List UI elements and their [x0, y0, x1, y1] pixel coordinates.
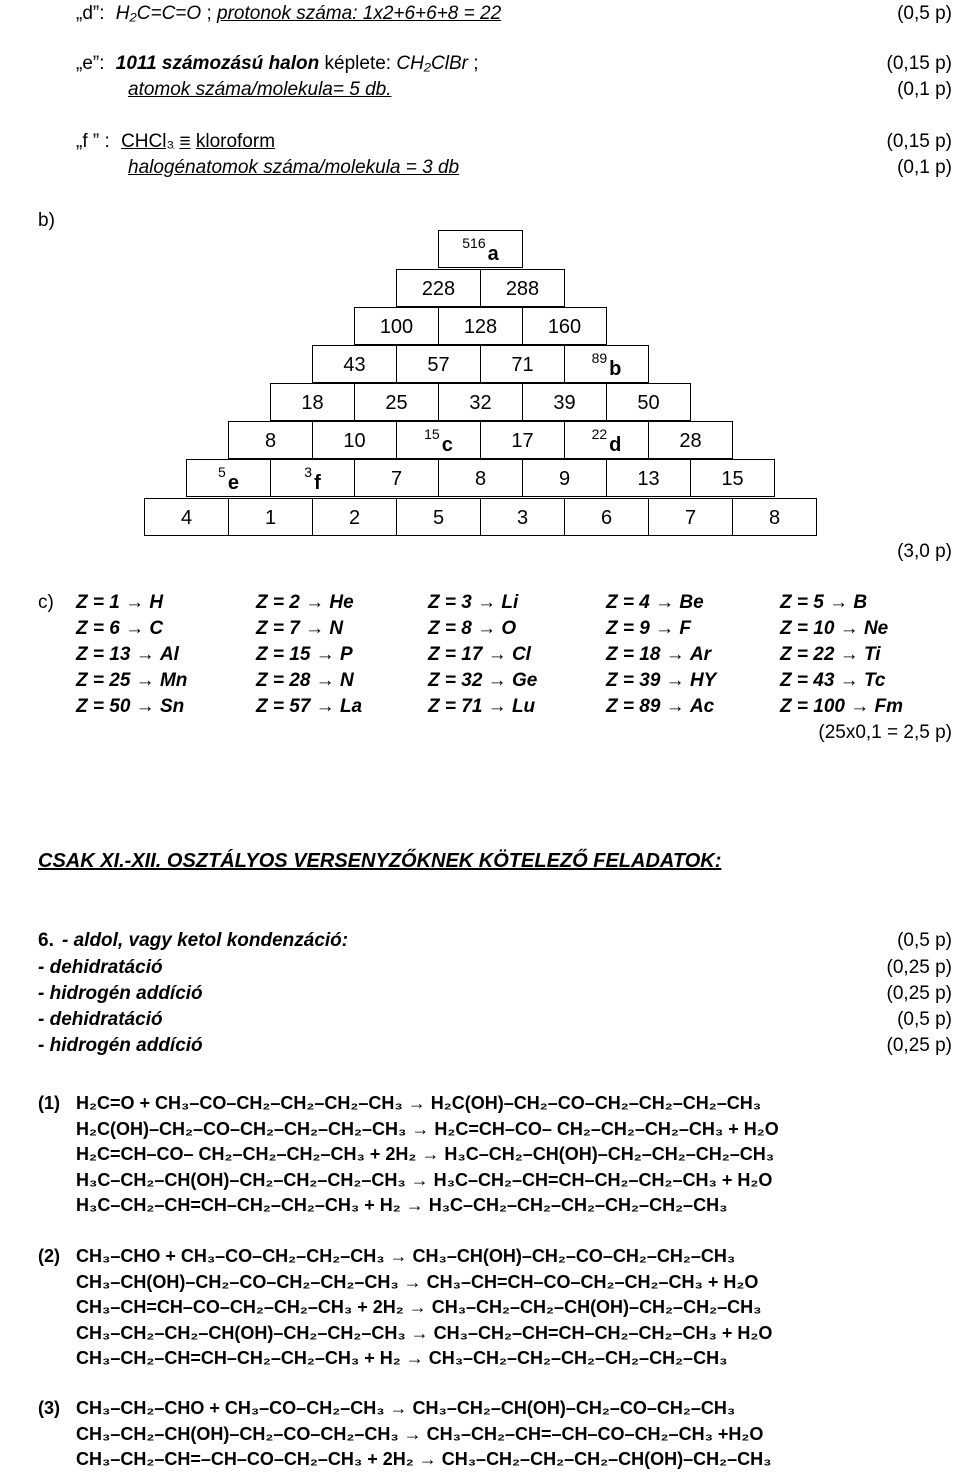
pyramid-cell: 160: [522, 307, 607, 345]
pyramid-cell: 5: [396, 498, 481, 536]
element-entry: Z = 50 → Sn: [76, 696, 185, 717]
pyramid-cell: [438, 230, 523, 268]
pyramid-cell: 9: [522, 459, 607, 497]
pyramid-cell: 13: [606, 459, 691, 497]
reaction-line: H₂C=O + CH₃–CO–CH₂–CH₂–CH₂–CH₃ → H₂C(OH)–CH₂–CO–CH₂–CH₂–CH₂–CH₃: [76, 1093, 762, 1113]
task-step: - dehidratáció: [38, 957, 163, 978]
pyramid-cell: [564, 345, 649, 383]
cell-letter: d: [609, 434, 622, 456]
element-entry: Z = 5 → B: [780, 592, 868, 613]
reaction-line: CH₃–CH=CH–CO–CH₂–CH₂–CH₃ + 2H₂ → CH₃–CH₂–CH₂–CH(OH)–CH₂–CH₂–CH₃: [76, 1297, 762, 1317]
task-step: - hidrogén addíció: [38, 983, 203, 1004]
element-row: [0, 618, 960, 644]
pyramid-cell: 6: [564, 498, 649, 536]
pyramid-cell: 288: [480, 269, 565, 307]
cell-number: 516: [462, 235, 486, 251]
pyramid-cell: 17: [480, 421, 565, 459]
element-entry: Z = 100 → Fm: [780, 696, 904, 717]
step-points: (0,25 p): [886, 1035, 952, 1056]
element-entry: Z = 3 → Li: [428, 592, 519, 613]
pyramid-cell: 4: [144, 498, 229, 536]
pyramid-cell: [396, 421, 481, 459]
cell-letter: c: [441, 434, 453, 456]
cell-number: 22: [591, 426, 608, 442]
element-entry: Z = 32 → Ge: [428, 670, 538, 691]
pyramid-cell: 10: [312, 421, 397, 459]
b-label: b): [38, 210, 55, 231]
step-points: (0,25 p): [886, 957, 952, 978]
element-entry: Z = 89 → Ac: [606, 696, 715, 717]
cell-number: 5: [218, 464, 226, 480]
element-row: [0, 670, 960, 696]
element-row: [0, 644, 960, 670]
pyramid-cell: 57: [396, 345, 481, 383]
cell-number: 89: [591, 350, 608, 366]
reaction-line: H₂C=CH–CO– CH₂–CH₂–CH₂–CH₃ + 2H₂ → H₃C–CH₂–CH(OH)–CH₂–CH₂–CH₂–CH₃: [76, 1144, 775, 1164]
pyramid-cell: 128: [438, 307, 523, 345]
element-entry: Z = 39 → HY: [606, 670, 717, 691]
pyramid-cell: 39: [522, 383, 607, 421]
pyramid-cell: 7: [648, 498, 733, 536]
task-step: - hidrogén addíció: [38, 1035, 203, 1056]
element-row: [0, 592, 960, 618]
element-entry: Z = 4 → Be: [606, 592, 704, 613]
element-entry: Z = 15 → P: [256, 644, 353, 665]
element-entry: Z = 71 → Lu: [428, 696, 536, 717]
element-entry: Z = 8 → O: [428, 618, 517, 639]
element-entry: Z = 1 → H: [76, 592, 164, 613]
atoms-count: atomok száma/molekula= 5 db.: [128, 79, 392, 100]
pyramid-cell: 43: [312, 345, 397, 383]
pyramid-cell: 8: [438, 459, 523, 497]
reaction-line: CH₃–CH₂–CH=CH–CH₂–CH₂–CH₃ + H₂ → CH₃–CH₂–CH₂–CH₂–CH₂–CH₂–CH₃: [76, 1348, 728, 1368]
pyramid-cell: 71: [480, 345, 565, 383]
element-entry: Z = 6 → C: [76, 618, 164, 639]
pyramid-cell: 100: [354, 307, 439, 345]
reaction-line: CH₃–CH₂–CH=–CH–CO–CH₂–CH₃ + 2H₂ → CH₃–CH₂–CH₂–CH₂–CH(OH)–CH₂–CH₃: [76, 1449, 772, 1469]
pyramid-cell: 28: [648, 421, 733, 459]
reaction-line: CH₃–CHO + CH₃–CO–CH₂–CH₂–CH₃ → CH₃–CH(OH)–CH₂–CO–CH₂–CH₂–CH₃: [76, 1246, 736, 1266]
reaction-line: H₃C–CH₂–CH=CH–CH₂–CH₂–CH₃ + H₂ → H₃C–CH₂–CH₂–CH₂–CH₂–CH₂–CH₃: [76, 1195, 728, 1215]
cell-number: 3: [304, 464, 313, 480]
pyramid-cell: 25: [354, 383, 439, 421]
element-entry: Z = 25 → Mn: [76, 670, 188, 691]
step-points: (0,5 p): [897, 1009, 952, 1030]
pyramid-points: (3,0 p): [897, 541, 952, 562]
step-points: (0,25 p): [886, 983, 952, 1004]
cell-letter: a: [487, 243, 499, 265]
halogen-count: halogénatomok száma/molekula = 3 db: [128, 157, 460, 178]
pyramid-cell: 1: [228, 498, 313, 536]
reaction-number: (1): [38, 1093, 60, 1113]
c-points: (25x0,1 = 2,5 p): [818, 722, 952, 743]
cell-letter: f: [314, 472, 321, 494]
pyramid-cell: 8: [228, 421, 313, 459]
e-line: „e”: 1011 számozású halon képlete: CH₂ClBr ;: [76, 53, 479, 74]
element-entry: Z = 7 → N: [256, 618, 344, 639]
element-entry: Z = 28 → N: [256, 670, 354, 691]
task-step: - dehidratáció: [38, 1009, 163, 1030]
element-entry: Z = 2 → He: [256, 592, 354, 613]
element-entry: Z = 18 → Ar: [606, 644, 712, 665]
reaction-line: CH₃–CH₂–CHO + CH₃–CO–CH₂–CH₃ → CH₃–CH₂–CH(OH)–CH₂–CO–CH₂–CH₃: [76, 1398, 736, 1418]
element-entry: Z = 13 → Al: [76, 644, 179, 665]
reaction-line: CH₃–CH₂–CH(OH)–CH₂–CO–CH₂–CH₃ → CH₃–CH₂–CH=–CH–CO–CH₂–CH₃ +H₂O: [76, 1423, 764, 1444]
pyramid-cell: 3: [480, 498, 565, 536]
c-label: c): [38, 592, 54, 613]
pyramid-cell: 7: [354, 459, 439, 497]
pyramid-cell: 15: [690, 459, 775, 497]
element-entry: Z = 10 → Ne: [780, 618, 889, 639]
reaction-line: CH₃–CH₂–CH₂–CH(OH)–CH₂–CH₂–CH₃ → CH₃–CH₂–CH=CH–CH₂–CH₂–CH₃ + H₂O: [76, 1322, 773, 1343]
cell-letter: b: [609, 358, 622, 380]
reaction-number: (2): [38, 1246, 60, 1266]
element-entry: Z = 57 → La: [256, 696, 363, 717]
section-heading: CSAK XI.-XII. OSZTÁLYOS VERSENYZŐKNEK KÖTELEZŐ FELADATOK:: [38, 850, 722, 872]
reaction-line: H₃C–CH₂–CH(OH)–CH₂–CH₂–CH₂–CH₃ → H₃C–CH₂–CH=CH–CH₂–CH₂–CH₃ + H₂O: [76, 1169, 773, 1190]
pyramid-cell: [564, 421, 649, 459]
element-entry: Z = 43 → Tc: [780, 670, 886, 691]
step-points: (0,5 p): [897, 930, 952, 951]
cell-number: 15: [424, 426, 440, 442]
pyramid-cell: [270, 459, 355, 497]
reaction-line: H₂C(OH)–CH₂–CO–CH₂–CH₂–CH₂–CH₃ → H₂C=CH–CO– CH₂–CH₂–CH₂–CH₃ + H₂O: [76, 1118, 779, 1139]
reaction-number: (3): [38, 1398, 60, 1418]
pyramid-cell: 18: [270, 383, 355, 421]
pyramid-cell: 32: [438, 383, 523, 421]
reaction-line: CH₃–CH(OH)–CH₂–CO–CH₂–CH₂–CH₃ → CH₃–CH=CH–CO–CH₂–CH₂–CH₃ + H₂O: [76, 1271, 759, 1292]
pyramid-cell: 228: [396, 269, 481, 307]
pyramid-cell: [186, 459, 271, 497]
pyramid-cell: 8: [732, 498, 817, 536]
element-entry: Z = 22 → Ti: [780, 644, 881, 665]
element-entry: Z = 9 → F: [606, 618, 691, 639]
task-number: 6.: [38, 930, 54, 951]
pyramid-cell: 50: [606, 383, 691, 421]
element-row: [0, 696, 960, 722]
d-line: „d”: H₂C=C=O ; protonok száma: 1x2+6+6+8 = 22: [76, 3, 502, 24]
f-line: „f ” : CHCl₃ ≡ kloroform: [76, 131, 276, 152]
cell-letter: e: [227, 472, 239, 494]
pyramid-cell: 2: [312, 498, 397, 536]
task-step: - aldol, vagy ketol kondenzáció:: [62, 930, 349, 951]
element-entry: Z = 17 → Cl: [428, 644, 531, 665]
